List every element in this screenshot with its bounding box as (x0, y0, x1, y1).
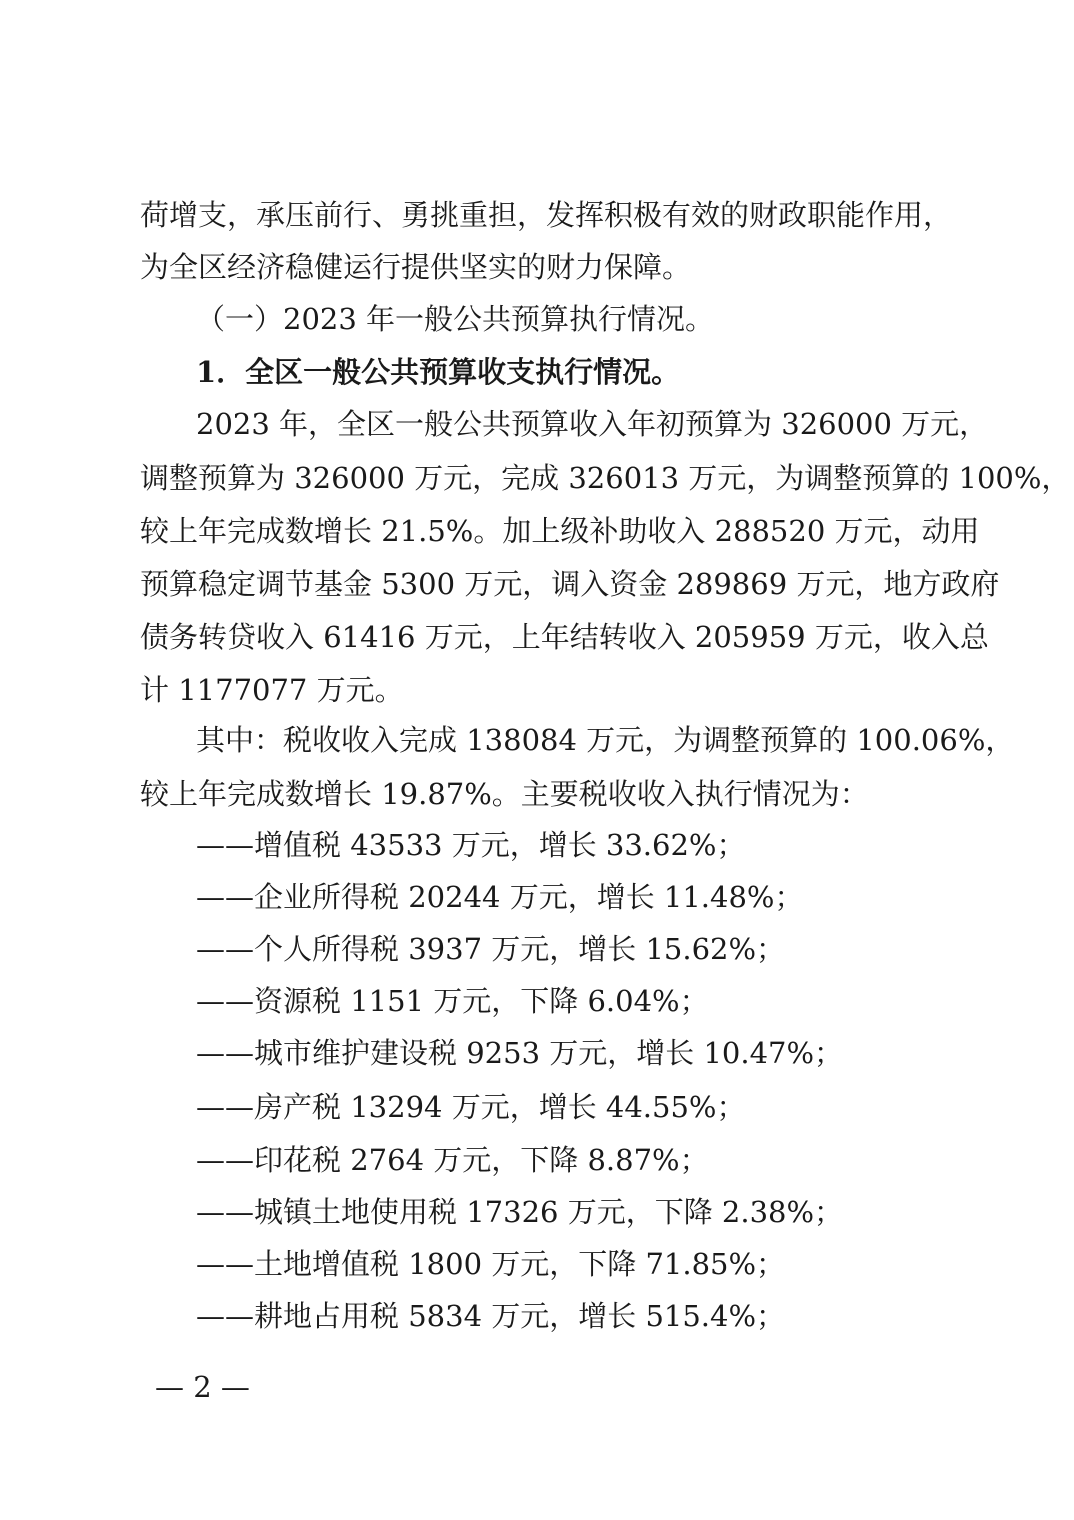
body-line: 2023 年，全区一般公共预算收入年初预算为 326000 万元， (196, 407, 989, 441)
subsection-heading: 1．全区一般公共预算收支执行情况。 (196, 355, 681, 389)
body-line: 为全区经济稳健运行提供坚实的财力保障。 (140, 250, 692, 284)
section-heading: （一）2023 年一般公共预算执行情况。 (196, 302, 715, 336)
tax-item: ——增值税 43533 万元，增长 33.62%； (196, 828, 746, 862)
page-number: — 2 — (155, 1370, 250, 1404)
tax-item: ——印花税 2764 万元，下降 8.87%； (196, 1143, 709, 1177)
body-line: 其中：税收收入完成 138084 万元，为调整预算的 100.06%， (196, 723, 1015, 757)
tax-item: ——企业所得税 20244 万元，增长 11.48%； (196, 880, 804, 914)
tax-item: ——房产税 13294 万元，增长 44.55%； (196, 1090, 746, 1124)
body-line: 较上年完成数增长 21.5%。加上级补助收入 288520 万元，动用 (140, 514, 980, 548)
body-line: 较上年完成数增长 19.87%。主要税收收入执行情况为： (140, 777, 869, 811)
tax-item: ——耕地占用税 5834 万元，增长 515.4%； (196, 1299, 786, 1333)
body-line: 债务转贷收入 61416 万元，上年结转收入 205959 万元，收入总 (140, 620, 989, 654)
body-line: 计 1177077 万元。 (140, 673, 404, 707)
tax-item: ——土地增值税 1800 万元，下降 71.85%； (196, 1247, 786, 1281)
body-line: 预算稳定调节基金 5300 万元，调入资金 289869 万元，地方政府 (140, 567, 1000, 601)
body-line: 调整预算为 326000 万元，完成 326013 万元，为调整预算的 100%， (140, 461, 1071, 495)
tax-item: ——个人所得税 3937 万元，增长 15.62%； (196, 932, 786, 966)
body-line: 荷增支，承压前行、勇挑重担，发挥积极有效的财政职能作用， (140, 198, 953, 232)
tax-item: ——城市维护建设税 9253 万元，增长 10.47%； (196, 1036, 844, 1070)
tax-item: ——资源税 1151 万元，下降 6.04%； (196, 984, 709, 1018)
tax-item: ——城镇土地使用税 17326 万元，下降 2.38%； (196, 1195, 844, 1229)
